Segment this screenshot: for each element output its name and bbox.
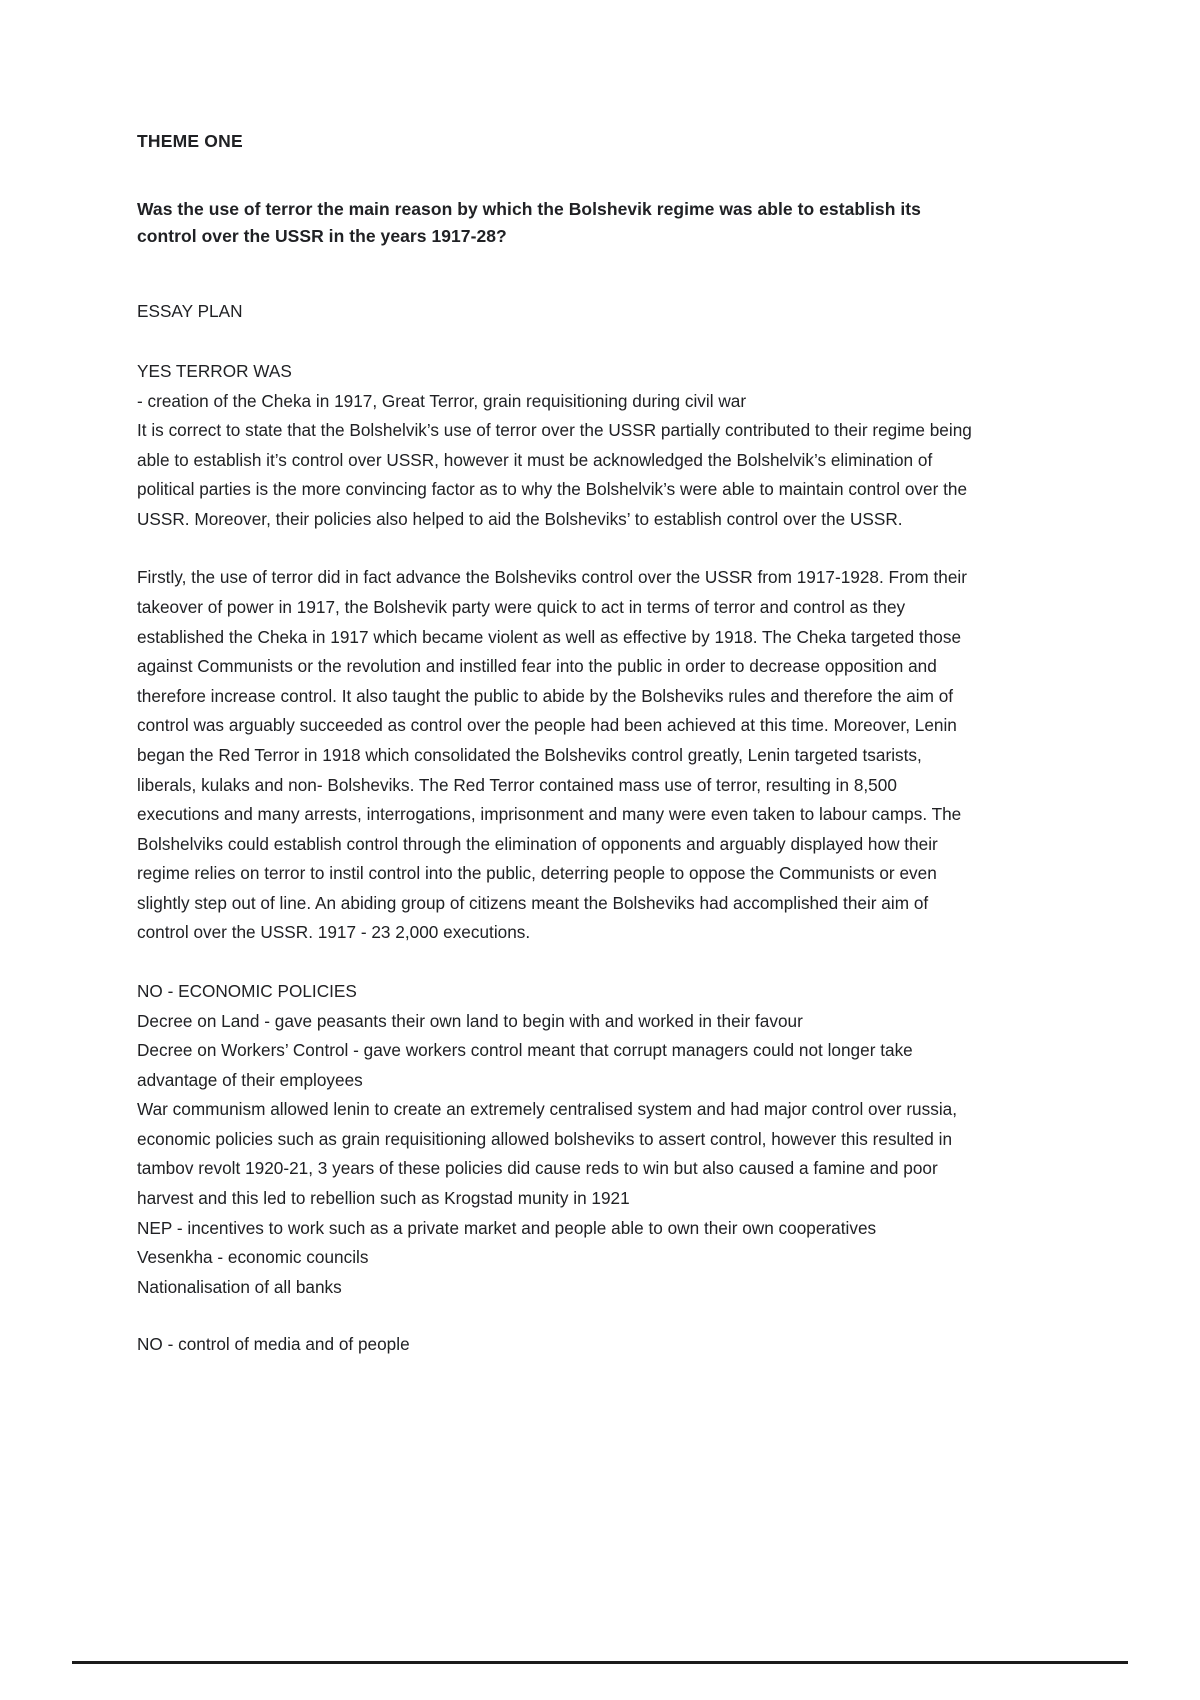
media-control-heading: NO - control of media and of people bbox=[137, 1334, 410, 1355]
theme-heading: THEME ONE bbox=[137, 131, 243, 151]
yes-terror-heading: YES TERROR WAS bbox=[137, 361, 292, 382]
economic-point: Nationalisation of all banks bbox=[137, 1276, 342, 1297]
spacer bbox=[137, 534, 982, 563]
spacer bbox=[137, 327, 982, 357]
economic-point: Vesenkha - economic councils bbox=[137, 1247, 369, 1268]
economic-policies-heading: NO - ECONOMIC POLICIES bbox=[137, 981, 357, 1001]
spacer bbox=[137, 948, 982, 977]
economic-point: Decree on Workers’ Control - gave workers control meant that corrupt managers could not longer take advantage of their employees bbox=[137, 1040, 913, 1090]
document-content bbox=[137, 128, 982, 1360]
essay-plan-label: ESSAY PLAN bbox=[137, 301, 243, 322]
essay-question: Was the use of terror the main reason by which the Bolshevik regime was able to establish its control over the USSR in the years 1917-28? bbox=[137, 199, 921, 246]
spacer bbox=[137, 1302, 982, 1330]
economic-point: Decree on Land - gave peasants their own land to begin with and worked in their favour bbox=[137, 1010, 803, 1031]
economic-point: War communism allowed lenin to create an extremely centralised system and had major control over russia, economic policies such as grain requisitioning allowed bolsheviks to assert control, however this resulted in tambov revolt 1920-21, 3 years of these policies did cause reds to win but also caused a famine and poor harvest and this led to rebellion such as Krogstad munity in 1921 bbox=[137, 1099, 958, 1209]
yes-terror-bullet: - creation of the Cheka in 1917, Great Terror, grain requisitioning during civil war bbox=[137, 390, 747, 411]
firstly-paragraph: Firstly, the use of terror did in fact advance the Bolsheviks control over the USSR from 1917-1928. From their takeover of power in 1917, the Bolshevik party were quick to act in terms of terror and control as they established the Cheka in 1917 which became violent as well as effective by 1918. The Cheka targeted those against Communists or the revolution and instilled fear into the public in order to decrease opposition and therefore increase control. It also taught the public to abide by the Bolsheviks rules and therefore the aim of control was arguably succeeded as control over the people had been achieved at this time. Moreover, Lenin began the Red Terror in 1918 which consolidated the Bolsheviks control greatly, Lenin targeted tsarists, liberals, kulaks and non- Bolsheviks. The Red Terror contained mass use of terror, resulting in 8,500 executions and many arrests, interrogations, imprisonment and many were even taken to labour camps. The Bolshelviks could establish control through the elimination of opponents and arguably displayed how their regime relies on terror to instil control into the public, deterring people to oppose the Communists or even slightly step out of line. An abiding group of citizens meant the Bolsheviks had accomplished their aim of control over the USSR. 1917 - 23 2,000 executions. bbox=[137, 567, 967, 943]
economic-point: NEP - incentives to work such as a private market and people able to own their own cooperatives bbox=[137, 1217, 877, 1238]
intro-paragraph: It is correct to state that the Bolshelvik’s use of terror over the USSR partially contributed to their regime being able to establish it’s control over USSR, however it must be acknowledged the Bolshelvik’s elimination of political parties is the more convincing factor as to why the Bolshelvik’s were able to maintain control over the USSR. Moreover, their policies also helped to aid the Bolsheviks’ to establish control over the USSR. bbox=[137, 420, 972, 529]
spacer bbox=[137, 154, 982, 196]
spacer bbox=[137, 249, 982, 297]
page-bottom-rule bbox=[72, 1661, 1128, 1664]
